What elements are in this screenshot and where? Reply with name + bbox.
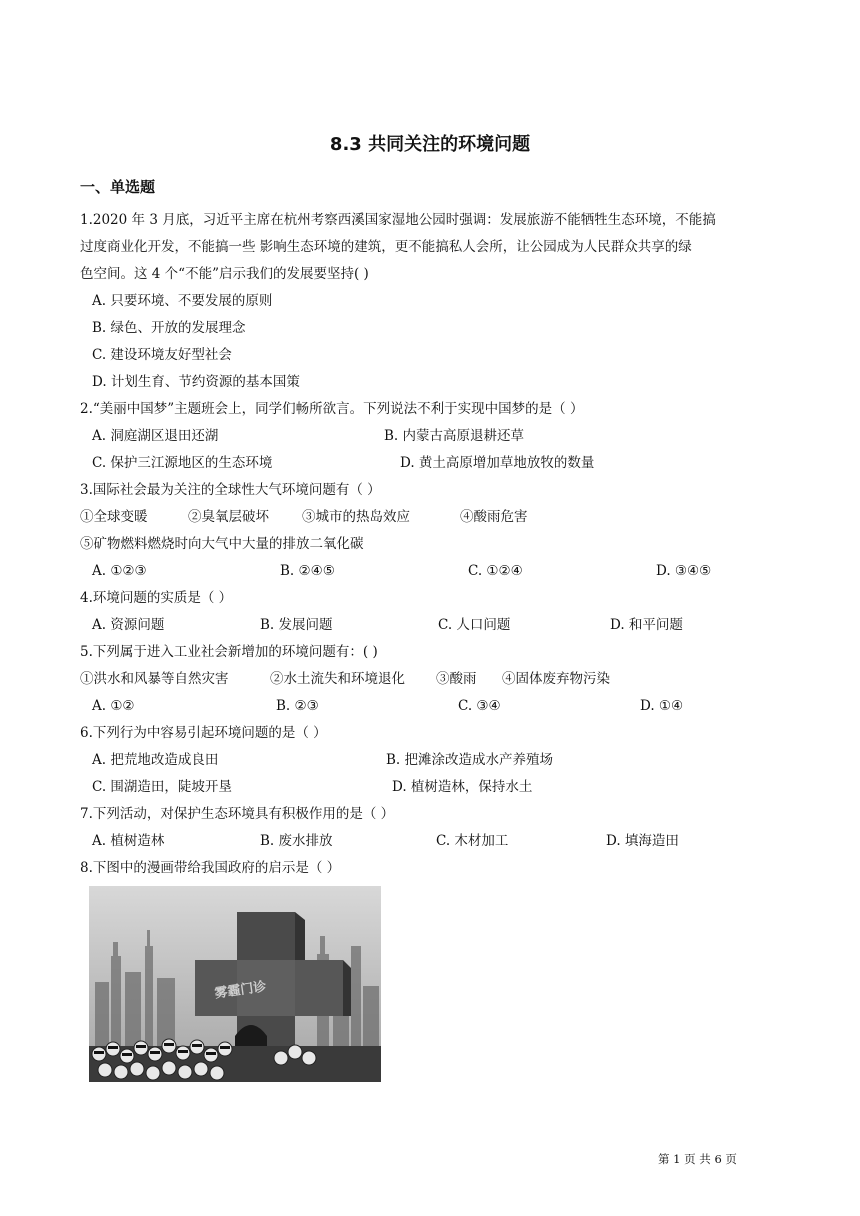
question-6-text: 6.下列行为中容易引起环境问题的是（ ）	[80, 725, 327, 741]
question-2-option-a[interactable]: A. 洞庭湖区退田还湖	[92, 428, 219, 444]
question-3-option-c[interactable]: C. ①②④	[468, 563, 523, 579]
question-7-option-c[interactable]: C. 木材加工	[436, 833, 509, 849]
question-6-option-a[interactable]: A. 把荒地改造成良田	[92, 752, 219, 768]
question-1-option-c[interactable]: C. 建设环境友好型社会	[92, 347, 232, 363]
question-1-line-1: 1.2020 年 3 月底，习近平主席在杭州考察西溪国家湿地公园时强调：发展旅游不能牺牲生态环境，不能搞	[80, 212, 716, 228]
question-2-option-b[interactable]: B. 内蒙古高原退耕还草	[384, 428, 525, 444]
section-heading: 一、单选题	[80, 178, 156, 196]
question-5-text: 5.下列属于进入工业社会新增加的环境问题有：( )	[80, 644, 378, 660]
question-1-option-a[interactable]: A. 只要环境、不要发展的原则	[92, 293, 273, 309]
cartoon-sign-text: 雾霾门诊	[213, 979, 268, 1002]
question-7-option-d[interactable]: D. 填海造田	[606, 833, 679, 849]
question-4-option-b[interactable]: B. 发展问题	[260, 617, 333, 633]
question-2-option-d[interactable]: D. 黄土高原增加草地放牧的数量	[400, 455, 595, 471]
question-5-item-2: ②水土流失和环境退化	[270, 671, 405, 687]
question-3-option-d[interactable]: D. ③④⑤	[656, 563, 712, 579]
question-7-option-b[interactable]: B. 废水排放	[260, 833, 333, 849]
question-6-option-b[interactable]: B. 把滩涂改造成水产养殖场	[386, 752, 554, 768]
question-2-option-c[interactable]: C. 保护三江源地区的生态环境	[92, 455, 273, 471]
question-6-option-c[interactable]: C. 围湖造田，陡坡开垦	[92, 779, 232, 795]
question-4-option-d[interactable]: D. 和平问题	[610, 617, 683, 633]
question-4-option-a[interactable]: A. 资源问题	[92, 617, 165, 633]
question-1-line-2: 过度商业化开发，不能搞一些 影响生态环境的建筑，更不能搞私人会所，让公园成为人民群众共享的绿	[80, 239, 692, 255]
question-1-option-b[interactable]: B. 绿色、开放的发展理念	[92, 320, 246, 336]
question-4-option-c[interactable]: C. 人口问题	[438, 617, 511, 633]
smog-clinic-cartoon	[89, 886, 381, 1082]
question-4-text: 4.环境问题的实质是（ ）	[80, 590, 233, 606]
question-3-item-2: ②臭氧层破坏	[188, 509, 269, 525]
question-3-option-b[interactable]: B. ②④⑤	[280, 563, 335, 579]
question-3-item-4: ④酸雨危害	[460, 509, 528, 525]
question-2-text: 2.“美丽中国梦”主题班会上，同学们畅所欲言。下列说法不利于实现中国梦的是（ ）	[80, 401, 584, 417]
question-3-item-3: ③城市的热岛效应	[302, 509, 410, 525]
question-1-line-3: 色空间。这 4 个“不能”启示我们的发展要坚持( )	[80, 266, 369, 282]
question-6-option-d[interactable]: D. 植树造林，保持水土	[392, 779, 533, 795]
question-5-item-4: ④固体废弃物污染	[502, 671, 610, 687]
page-footer: 第 1 页 共 6 页	[658, 1152, 737, 1166]
question-5-option-b[interactable]: B. ②③	[276, 698, 319, 714]
question-1	[80, 207, 780, 288]
question-3-option-a[interactable]: A. ①②③	[92, 563, 147, 579]
question-8-text: 8.下图中的漫画带给我国政府的启示是（ ）	[80, 860, 341, 876]
question-3-text: 3.国际社会最为关注的全球性大气环境问题有（ ）	[80, 482, 381, 498]
question-3-item-1: ①全球变暖	[80, 509, 148, 525]
question-1-option-d[interactable]: D. 计划生育、节约资源的基本国策	[92, 374, 300, 390]
question-5-option-c[interactable]: C. ③④	[458, 698, 501, 714]
question-3-item-5: ⑤矿物燃料燃烧时向大气中大量的排放二氧化碳	[80, 536, 364, 552]
question-5-option-a[interactable]: A. ①②	[92, 698, 135, 714]
question-7-option-a[interactable]: A. 植树造林	[92, 833, 165, 849]
question-5-item-3: ③酸雨	[436, 671, 477, 687]
question-5-item-1: ①洪水和风暴等自然灾害	[80, 671, 229, 687]
question-7-text: 7.下列活动，对保护生态环境具有积极作用的是（ ）	[80, 806, 395, 822]
question-5-option-d[interactable]: D. ①④	[640, 698, 684, 714]
page-title: 8.3 共同关注的环境问题	[329, 134, 531, 155]
